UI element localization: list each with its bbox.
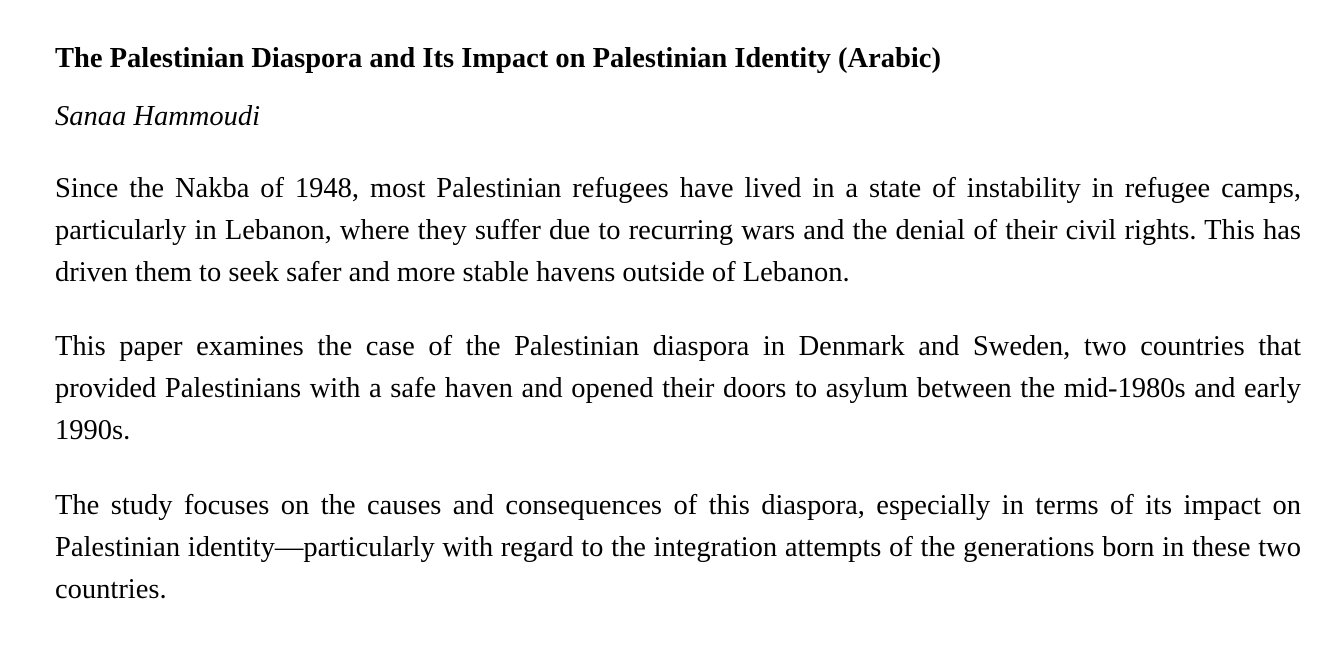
abstract-paragraph-1: Since the Nakba of 1948, most Palestinian refugees have lived in a state of instability in refugee camps, particularly in Lebanon, where they suffer due to recurring wars and the denial of their civil rights. This has driven them to seek safer and more stable havens outside of Lebanon. bbox=[55, 173, 1301, 288]
author-name: Sanaa Hammoudi bbox=[55, 101, 261, 132]
document-page bbox=[55, 38, 1301, 611]
abstract-paragraph-2: This paper examines the case of the Palestinian diaspora in Denmark and Sweden, two countries that provided Palestinians with a safe haven and opened their doors to asylum between the mid-1980s and early 1990s. bbox=[55, 331, 1301, 446]
abstract-paragraph-3: The study focuses on the causes and consequences of this diaspora, especially in terms of its impact on Palestinian identity—particularly with regard to the integration attempts of the generations born in these two countries. bbox=[55, 490, 1301, 605]
document-title: The Palestinian Diaspora and Its Impact on Palestinian Identity (Arabic) bbox=[55, 43, 941, 74]
